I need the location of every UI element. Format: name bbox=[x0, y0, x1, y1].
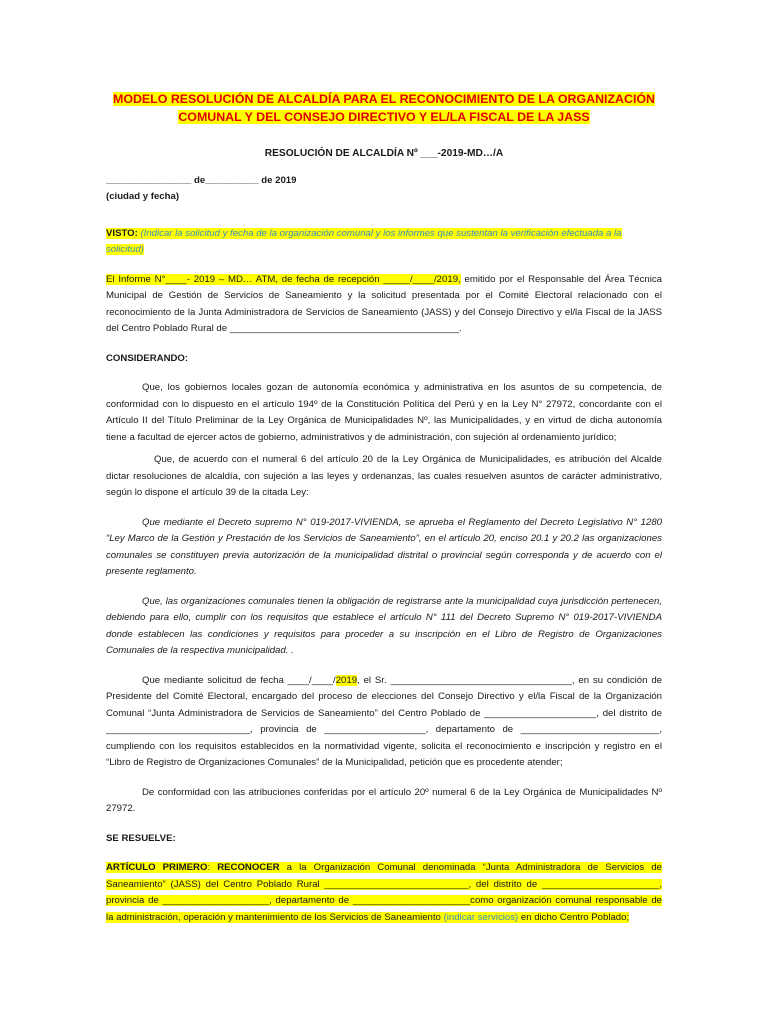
visto-paragraph bbox=[106, 226, 662, 259]
date-line: ________________ de__________ de 2019 bbox=[106, 174, 297, 186]
title-line-2: COMUNAL Y DEL CONSEJO DIRECTIVO Y EL/LA FISCAL DE LA JASS bbox=[178, 110, 590, 124]
considerando-label: CONSIDERANDO: bbox=[106, 352, 189, 364]
considerando-paragraph-2: Que, de acuerdo con el numeral 6 del artículo 20 de la Ley Orgánica de Municipalidades, es atribución del Alcalde dictar resoluciones de alcaldía, con sujeción a las leyes y ordenanzas, las cuales resuelven asuntos de carácter administrativo, según lo dispone el artículo 39 de la citada Ley: bbox=[106, 454, 662, 498]
considerando-paragraph-4: Que, las organizaciones comunales tienen la obligación de registrarse ante la municipalidad cuya jurisdicción pertenecen, debiendo para ello, cumplir con los requisitos que establece el artículo N° 111 del Decreto Supremo N° 019-2017-VIVIENDA donde establecen las condiciones y requisitos para proceder a su inscripción en el Libro de Registro de Organizaciones Comunales de la respectiva municipalidad. . bbox=[106, 595, 662, 656]
articulo-primero-text: a la Organización Comunal denominada “Junta Administradora de Servicios de Saneamiento” (JASS) del Centro Poblado Rural ___________________________, del distrito de ______________________, provincia de ____________________, departamento de ______________________como organización comunal responsable de la administración, operación y mantenimiento de los Servicios de Saneamiento bbox=[106, 862, 662, 923]
solicitud-before: Que mediante solicitud de fecha ____/____/ bbox=[142, 674, 336, 686]
conformidad-paragraph: De conformidad con las atribuciones conferidas por el artículo 20º numeral 6 de la Ley Orgánica de Municipalidades Nº 27972. bbox=[106, 786, 662, 814]
document-title bbox=[106, 90, 662, 126]
informe-paragraph bbox=[106, 272, 662, 338]
considerando-paragraph-3: Que mediante el Decreto supremo N° 019-2017-VIVIENDA, se aprueba el Reglamento del Decreto Legislativo N° 1280 “Ley Marco de la Gestión y Prestación de los Servicios de Saneamiento”, en el artículo 20, enciso 20.1 y 20.2 las organizaciones comunales se constituyen previa autorización de la municipalidad distrital o provincial según corresponda y de acuerdo con el presente reglamento. bbox=[106, 516, 662, 577]
visto-label: VISTO: bbox=[106, 227, 138, 239]
solicitud-after: , el Sr. __________________________________, en su condición de Presidente del Comité Electoral, encargado del proceso de elecciones del Consejo Directivo y el/la Fiscal de la Organización Comunal “Junta Administradora de Servicios de Saneamiento” del Centro Poblado de _____________________, del distrito de ___________________________, provincia de ___________________, departamento de __________________________, cumpliendo con los requisitos establecidos en la normatividad vigente, solicita el reconocimiento e inscripción y registro en el “Libro de Registro de Organizaciones Comunales” de la Municipalidad, petición que es procedente atender; bbox=[106, 674, 662, 768]
articulo-primero-hint: (indicar servicios) bbox=[443, 911, 519, 923]
visto-hint: (Indicar la solicitud y fecha de la organización comunal y los informes que sustentan la verificación efectuada a la solicitud) bbox=[106, 227, 622, 255]
solicitud-year: 2019 bbox=[335, 674, 358, 686]
se-resuelve-label: SE RESUELVE: bbox=[106, 832, 176, 844]
solicitud-paragraph bbox=[106, 673, 662, 772]
title-line-1: MODELO RESOLUCIÓN DE ALCALDÍA PARA EL RECONOCIMIENTO DE LA ORGANIZACIÓN bbox=[113, 92, 655, 106]
articulo-primero-verb: RECONOCER bbox=[217, 862, 280, 873]
informe-rest: emitido por el Responsable del Área Técnica Municipal de Gestión de Servicios de Saneamiento y la solicitud presentada por el Comité Electoral relacionado con el reconocimiento de la Junta Administradora de Servicios de Saneamiento (JASS) y del Consejo Directivo y el/la Fiscal de la JASS del Centro Poblado Rural de ___________________________________________. bbox=[106, 273, 662, 334]
articulo-primero-paragraph bbox=[106, 860, 662, 926]
articulo-primero-tail: en dicho Centro Poblado; bbox=[518, 911, 630, 923]
resolution-title: RESOLUCIÓN DE ALCALDÍA Nº ___-2019-MD…/A bbox=[264, 148, 504, 159]
articulo-primero-colon: : bbox=[207, 862, 218, 873]
date-hint: (ciudad y fecha) bbox=[106, 191, 180, 202]
articulo-primero-label: ARTÍCULO PRIMERO bbox=[106, 862, 208, 873]
informe-highlight: El Informe N°____- 2019 – MD… ATM, de fecha de recepción _____/____/2019, bbox=[106, 273, 461, 285]
considerando-paragraph-1: Que, los gobiernos locales gozan de autonomía económica y administrativa en los asuntos de su competencia, de conformidad con lo dispuesto en el artículo 194º de la Constitución Política del Perú y en la Ley N° 27972, concordante con el Artículo II del Título Preliminar de la Ley Orgánica de Municipalidades Nº, las Municipalidades, y en virtud de dicha autonomía tiene a facultad de ejercer actos de gobierno, administrativos y de administración, con sujeción al ordenamiento jurídico; bbox=[106, 382, 662, 443]
